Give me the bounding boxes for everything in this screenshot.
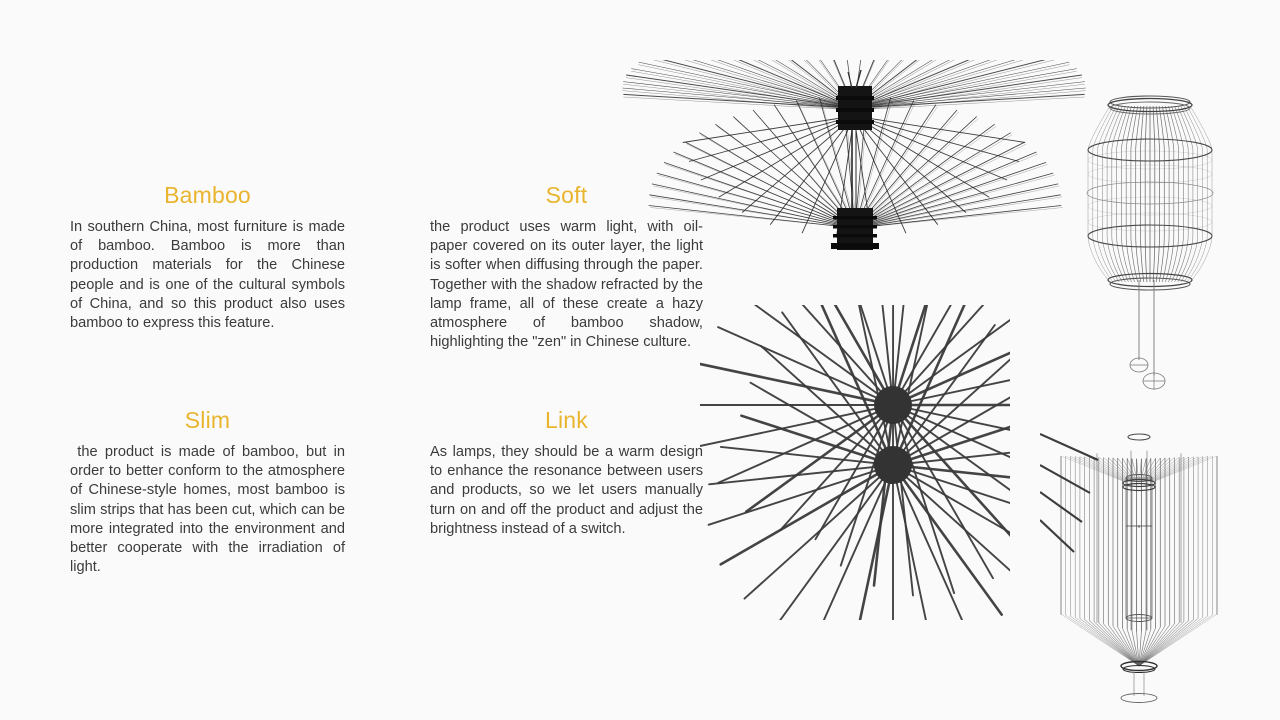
block-body-link: As lamps, they should be a warm design to enhance the resonance between users and products, so we let users manually turn on and off the product and adjust the brightness instead of a switch. xyxy=(430,444,708,537)
barrel-lantern-wireframe xyxy=(1070,88,1230,398)
block-body-slim: the product is made of bamboo, but in order to better conform to the atmosphere of Chinese-style homes, most bamboo is slim strips that has been cut, which can be more integrated into the environment and better cooperate with the irradiation of light. xyxy=(70,444,350,576)
block-title-bamboo: Bamboo xyxy=(164,182,251,208)
block-title-soft: Soft xyxy=(545,182,588,208)
text-block-link xyxy=(430,406,708,539)
block-title-link: Link xyxy=(545,407,588,433)
text-block-slim xyxy=(70,406,350,577)
block-body-bamboo: In southern China, most furniture is made of bamboo. Bamboo is more than production materials for the Chinese people and is one of the cultural symbols of China, and so this product also uses bamboo to express this feature. xyxy=(70,219,350,332)
block-title-slim: Slim xyxy=(184,407,231,433)
double-hub-starburst-rib-diagram xyxy=(700,305,1010,620)
vertical-slat-lantern-wireframe xyxy=(1040,420,1240,715)
text-block-soft xyxy=(430,181,708,352)
block-body-soft: the product uses warm light, with oil-paper covered on its outer layer, the light is softer when diffusing through the paper. Together with the shadow refracted by the lamp frame, all of these create a hazy atmosphere of bamboo shadow, highlighting the "zen" in Chinese culture. xyxy=(430,219,708,351)
text-block-bamboo xyxy=(70,181,350,333)
